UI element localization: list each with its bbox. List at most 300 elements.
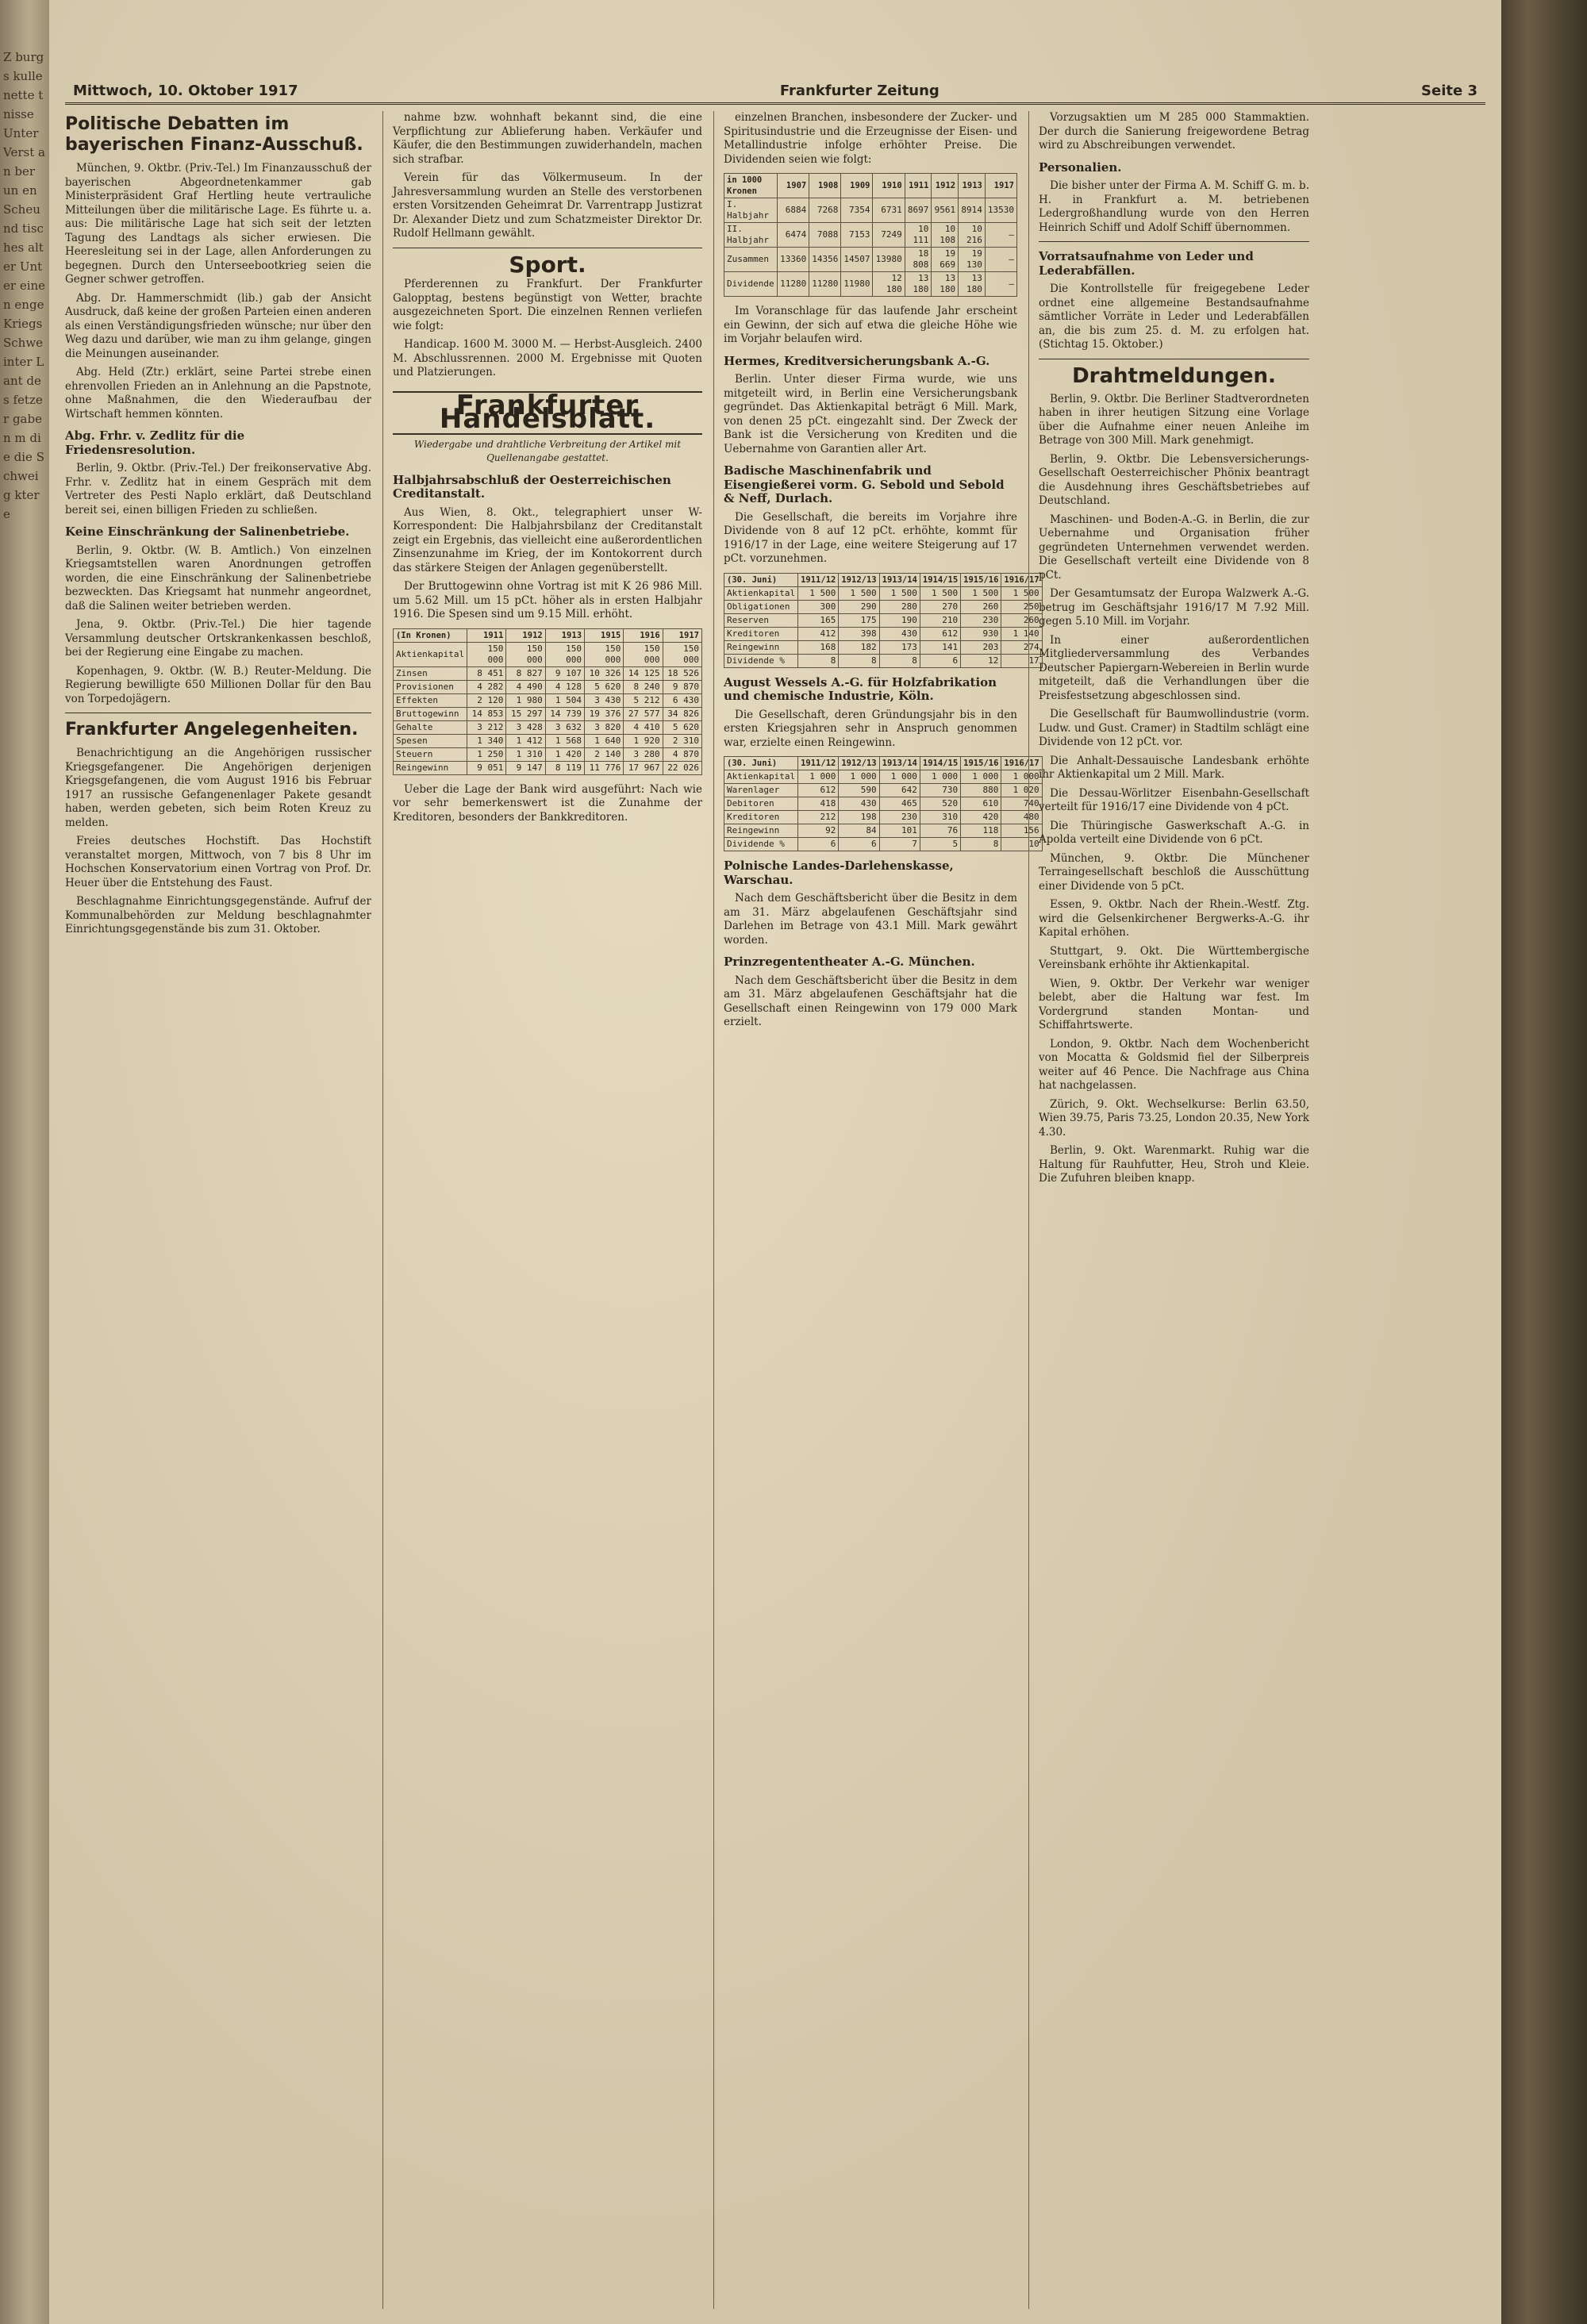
table-cell: 740 bbox=[1001, 797, 1042, 811]
financial-table-creditanstalt bbox=[393, 628, 702, 775]
table-cell: 1 000 bbox=[920, 770, 960, 784]
table-cell: 1 000 bbox=[839, 770, 879, 784]
table-cell: 11 776 bbox=[585, 761, 624, 774]
table-cell: Aktienkapital bbox=[394, 642, 467, 666]
table-row bbox=[724, 272, 1017, 297]
table-row bbox=[394, 693, 702, 707]
table-cell: 1 412 bbox=[506, 734, 545, 747]
table-cell: 3 820 bbox=[585, 720, 624, 734]
table-cell: 150 000 bbox=[545, 642, 584, 666]
table-cell: Aktienkapital bbox=[724, 770, 798, 784]
table-cell: 7249 bbox=[873, 223, 905, 248]
subheading-creditanstalt: Halbjahrsabschluß der Oesterreichischen Creditanstalt. bbox=[393, 472, 671, 501]
table-cell: 4 870 bbox=[663, 747, 701, 761]
table-cell: 13 180 bbox=[932, 272, 959, 297]
table-header-cell: 1912 bbox=[506, 628, 545, 642]
table-cell: 290 bbox=[839, 600, 879, 613]
table-cell: 198 bbox=[839, 811, 879, 824]
paragraph: Verein für das Völkermuseum. In der Jahresversammlung wurden an Stelle des verstorbenen ersten Vorsitzenden Geheimrat Dr. Varrentrapp Justizrat Dr. Alexander Dietz und zum Schatzmeister Direktor Dr. Rudolf Hellmann gewählt. bbox=[393, 171, 702, 240]
table-cell: 6 bbox=[798, 838, 839, 851]
table-cell: Dividende % bbox=[724, 838, 798, 851]
table-cell: 590 bbox=[839, 784, 879, 797]
table-cell: 274 bbox=[1001, 640, 1042, 654]
table-cell: I. Halbjahr bbox=[724, 198, 778, 223]
table-cell: 1 000 bbox=[798, 770, 839, 784]
table-cell: 8697 bbox=[905, 198, 932, 223]
table-cell: 13530 bbox=[985, 198, 1016, 223]
table-row bbox=[724, 248, 1017, 272]
table-row bbox=[394, 680, 702, 693]
table-row bbox=[724, 784, 1043, 797]
table-cell: 520 bbox=[920, 797, 960, 811]
table-header-cell: 1914/15 bbox=[920, 573, 960, 586]
table-cell: 1 500 bbox=[920, 586, 960, 600]
financial-table-wessels bbox=[724, 756, 1043, 851]
table-row bbox=[724, 586, 1043, 600]
table-cell: 101 bbox=[879, 824, 920, 838]
table-cell: 141 bbox=[920, 640, 960, 654]
table-cell: Effekten bbox=[394, 693, 467, 707]
table-cell: 8 bbox=[798, 654, 839, 667]
header-masthead: Frankfurter Zeitung bbox=[779, 83, 940, 99]
subheading-badische-maschinenfabrik: Badische Maschinenfabrik und Eisengießerei vorm. G. Sebold und Sebold & Neff, Durlach. bbox=[724, 463, 1005, 505]
table-header-cell: 1916/17 bbox=[1001, 573, 1042, 586]
table-cell: 8 451 bbox=[467, 666, 506, 680]
paragraph: Beschlagnahme Einrichtungsgegenstände. Aufruf der Kommunalbehörden zur Meldung beschlagnahmter Einrichtungsgegenstände bis zum 31. Oktober. bbox=[65, 895, 371, 935]
page-header bbox=[65, 76, 1485, 105]
table-cell: 14 125 bbox=[624, 666, 663, 680]
table-row bbox=[394, 761, 702, 774]
table-cell: 15 297 bbox=[506, 707, 545, 720]
paragraph: Handicap. 1600 M. 3000 M. — Herbst-Ausgleich. 2400 M. Abschlussrennen. 2000 M. Ergebnisse mit Quoten und Platzierungen. bbox=[393, 338, 702, 378]
table-cell: 880 bbox=[961, 784, 1001, 797]
table-cell: 6 bbox=[839, 838, 879, 851]
paragraph: Nach dem Geschäftsbericht über die Besitz in dem am 31. März abgelaufenen Geschäftsjahr hat die Gesellschaft einen Reingewinn von 179 000 Mark erzielt. bbox=[724, 974, 1017, 1028]
table-cell: 5 bbox=[920, 838, 960, 851]
table-cell: 10 111 bbox=[905, 223, 932, 248]
financial-table-dividends bbox=[724, 173, 1017, 297]
table-cell: 2 120 bbox=[467, 693, 506, 707]
headline-frankfurter-angelegenheiten: Frankfurter Angelegenheiten. bbox=[65, 720, 359, 739]
table-cell: 1 980 bbox=[506, 693, 545, 707]
table-header-cell: 1915/16 bbox=[961, 573, 1001, 586]
table-cell: Kreditoren bbox=[724, 627, 798, 640]
table-cell: 14356 bbox=[809, 248, 841, 272]
table-cell: 10 bbox=[1001, 838, 1042, 851]
paragraph: Berlin, 9. Oktbr. (W. B. Amtlich.) Von einzelnen Kriegsamtstellen waren Anordnungen getroffen worden, die eine Einschränkung der Salinenbetriebe bezweckten. Das Kriegsamt hat nunmehr angeordnet, daß die Salinen weiter betrieben werden. bbox=[65, 544, 371, 613]
section-title-sport: Sport. bbox=[509, 251, 586, 278]
table-header-cell: 1913 bbox=[545, 628, 584, 642]
table-cell: Reingewinn bbox=[394, 761, 467, 774]
table-cell: — bbox=[985, 248, 1016, 272]
banner-subtitle: Wiedergabe und drahtliche Verbreitung der Artikel mit Quellenangabe gestattet. bbox=[413, 438, 682, 463]
table-cell: 398 bbox=[839, 627, 879, 640]
table-cell: Debitoren bbox=[724, 797, 798, 811]
table-row bbox=[724, 811, 1043, 824]
paragraph: Der Bruttogewinn ohne Vortrag ist mit K 26 986 Mill. um 5.62 Mill. um 15 pCt. höher als in ersten Halbjahr 1916. Die Spesen sind um 9.15 Mill. erhöht. bbox=[393, 580, 702, 620]
table-cell: 5 620 bbox=[585, 680, 624, 693]
table-cell: 11980 bbox=[841, 272, 873, 297]
table-cell: 250 bbox=[1001, 600, 1042, 613]
table-header-cell: 1912/13 bbox=[839, 573, 879, 586]
table-row bbox=[724, 640, 1043, 654]
table-cell: 10 108 bbox=[932, 223, 959, 248]
table-cell: — bbox=[985, 223, 1016, 248]
table-cell: 118 bbox=[961, 824, 1001, 838]
table-header-cell: 1912 bbox=[932, 174, 959, 198]
table-cell: 5 620 bbox=[663, 720, 701, 734]
table-row bbox=[724, 824, 1043, 838]
table-header-cell: 1916 bbox=[624, 628, 663, 642]
table-row bbox=[724, 654, 1043, 667]
table-cell: 10 326 bbox=[585, 666, 624, 680]
header-date: Mittwoch, 10. Oktober 1917 bbox=[73, 83, 298, 99]
table-cell: 1 500 bbox=[1001, 586, 1042, 600]
table-cell: 1 310 bbox=[506, 747, 545, 761]
table-cell: 6 430 bbox=[663, 693, 701, 707]
paragraph: Pferderennen zu Frankfurt. Der Frankfurter Galopptag, bestens begünstigt von Wetter, brachte ausgezeichneten Sport. Die einzelnen Rennen verliefen wie folgt: bbox=[393, 278, 702, 332]
table-cell: 1 020 bbox=[1001, 784, 1042, 797]
table-cell: Bruttogewinn bbox=[394, 707, 467, 720]
table-cell: 150 000 bbox=[624, 642, 663, 666]
table-cell: 168 bbox=[798, 640, 839, 654]
paragraph: Ueber die Lage der Bank wird ausgeführt: Nach wie vor sehr bemerkenswert ist die Zunahme der Kreditoren, besonders der Bankkreditoren. bbox=[393, 782, 702, 824]
table-cell: 610 bbox=[961, 797, 1001, 811]
divider bbox=[1039, 241, 1309, 242]
subheading-vorratsaufnahme: Vorratsaufnahme von Leder und Lederabfällen. bbox=[1039, 249, 1254, 278]
table-cell: 418 bbox=[798, 797, 839, 811]
binding-fragments: Z burgs kulle nette tnisse Unter Verst an ber un en Scheu nd tisches alter Unter einen enge Kriegs Schwe inter Lant des fetzer gaben m die die Schweig ktere bbox=[3, 50, 48, 521]
table-cell: Gehalte bbox=[394, 720, 467, 734]
paragraph: Jena, 9. Oktbr. (Priv.-Tel.) Die hier tagende Versammlung deutscher Ortskrankenkassen beschloß, bei der Regierung eine Eingabe zu machen. bbox=[65, 618, 371, 659]
table-cell: 5 212 bbox=[624, 693, 663, 707]
subheading-zedlitz: Abg. Frhr. v. Zedlitz für die Friedensresolution. bbox=[65, 428, 245, 457]
paragraph: Vorzugsaktien um M 285 000 Stammaktien. Der durch die Sanierung freigewordene Betrag wird zu Abschreibungen verwendet. bbox=[1039, 111, 1309, 152]
table-cell: 210 bbox=[920, 613, 960, 627]
table-cell: 3 212 bbox=[467, 720, 506, 734]
table-cell: 1 250 bbox=[467, 747, 506, 761]
table-cell: — bbox=[985, 272, 1016, 297]
table-header-cell: 1913/14 bbox=[879, 573, 920, 586]
table-cell: Obligationen bbox=[724, 600, 798, 613]
table-header-cell: 1914/15 bbox=[920, 757, 960, 770]
paragraph: Essen, 9. Oktbr. Nach der Rhein.-Westf. Ztg. wird die Gelsenkirchener Bergwerks-A.-G. ihr Kapital erhöhen. bbox=[1039, 898, 1309, 939]
table-header-cell: 1911/12 bbox=[798, 757, 839, 770]
table-row bbox=[724, 600, 1043, 613]
paragraph: Kopenhagen, 9. Oktbr. (W. B.) Reuter-Meldung. Die Regierung bewilligte 650 Millionen Dollar für den Bau von Torpedojägern. bbox=[65, 664, 371, 705]
table-cell: 1 500 bbox=[879, 586, 920, 600]
table-cell: 1 568 bbox=[545, 734, 584, 747]
table-cell: 1 000 bbox=[961, 770, 1001, 784]
paragraph: Die bisher unter der Firma A. M. Schiff G. m. b. H. in Frankfurt a. M. betriebenen Ledergroßhandlung wurde von den Herren Heinrich Schiff und Adolf Schiff übernommen. bbox=[1039, 179, 1309, 234]
table-header-cell: 1909 bbox=[841, 174, 873, 198]
headline-finanzausschuss: Politische Debatten im bayerischen Finanz-Ausschuß. bbox=[65, 114, 363, 155]
table-cell: Zusammen bbox=[724, 248, 778, 272]
headline-drahtmeldungen: Drahtmeldungen. bbox=[1072, 363, 1276, 388]
table-cell: 12 180 bbox=[873, 272, 905, 297]
table-header-cell: 1913/14 bbox=[879, 757, 920, 770]
table-cell: 175 bbox=[839, 613, 879, 627]
table-cell: 14 739 bbox=[545, 707, 584, 720]
table-cell: 412 bbox=[798, 627, 839, 640]
table-cell: 8 240 bbox=[624, 680, 663, 693]
table-cell: 18 526 bbox=[663, 666, 701, 680]
subheading-personalien: Personalien. bbox=[1039, 159, 1122, 175]
table-cell: 1 340 bbox=[467, 734, 506, 747]
table-cell: 1 640 bbox=[585, 734, 624, 747]
table-cell: 14 853 bbox=[467, 707, 506, 720]
paragraph: Berlin, 9. Oktbr. Die Berliner Stadtverordneten haben in ihrer heutigen Sitzung eine Vorlage über die Aufnahme einer neuen Anleihe im Betrage von 300 Mill. Mark genehmigt. bbox=[1039, 392, 1309, 447]
table-cell: Aktienkapital bbox=[724, 586, 798, 600]
table-cell: 612 bbox=[798, 784, 839, 797]
table-cell: 4 282 bbox=[467, 680, 506, 693]
table-cell: 182 bbox=[839, 640, 879, 654]
table-cell: 6884 bbox=[778, 198, 809, 223]
table-cell: 17 967 bbox=[624, 761, 663, 774]
paragraph: Die Gesellschaft, deren Gründungsjahr bis in den ersten Kriegsjahren sehr in Anspruch genommen war, erzielte einen Reingewinn. bbox=[724, 708, 1017, 749]
table-header-cell: in 1000 Kronen bbox=[724, 174, 778, 198]
table-cell: 430 bbox=[879, 627, 920, 640]
table-cell: 730 bbox=[920, 784, 960, 797]
table-cell: 1 000 bbox=[879, 770, 920, 784]
paragraph: Benachrichtigung an die Angehörigen russischer Kriegsgefangener. Die Angehörigen derjenigen Kriegsgefangenen, die vom August 1916 bis Februar 1917 an russische Gefangenenlager Pakete gesandt haben, werden gebeten, sich beim Roten Kreuz zu melden. bbox=[65, 747, 371, 829]
table-cell: 12 bbox=[961, 654, 1001, 667]
table-cell: 4 410 bbox=[624, 720, 663, 734]
table-header-cell: 1907 bbox=[778, 174, 809, 198]
table-cell: 1 140 bbox=[1001, 627, 1042, 640]
table-row bbox=[724, 797, 1043, 811]
paragraph: Die Anhalt-Dessauische Landesbank erhöhte ihr Aktienkapital um 2 Mill. Mark. bbox=[1039, 754, 1309, 781]
table-cell: 18 808 bbox=[905, 248, 932, 272]
table-cell: 230 bbox=[961, 613, 1001, 627]
table-cell: 260 bbox=[1001, 613, 1042, 627]
table-cell: 300 bbox=[798, 600, 839, 613]
table-cell: 6 bbox=[920, 654, 960, 667]
table-cell: 1 500 bbox=[839, 586, 879, 600]
paragraph: Berlin, 9. Oktbr. Die Lebensversicherungs-Gesellschaft Oesterreichischer Phönix beantragt die Ausdehnung ihres Geschäftsbetriebes auf Deutschland. bbox=[1039, 452, 1309, 507]
table-cell: Kreditoren bbox=[724, 811, 798, 824]
table-cell: 642 bbox=[879, 784, 920, 797]
table-header-cell: 1912/13 bbox=[839, 757, 879, 770]
table-header-cell: 1917 bbox=[663, 628, 701, 642]
table-cell: 7354 bbox=[841, 198, 873, 223]
paragraph: Die Dessau-Wörlitzer Eisenbahn-Gesellschaft verteilt für 1916/17 eine Dividende von 4 pCt. bbox=[1039, 786, 1309, 813]
table-cell: 11280 bbox=[778, 272, 809, 297]
table-cell: 480 bbox=[1001, 811, 1042, 824]
table-cell: 212 bbox=[798, 811, 839, 824]
paragraph: einzelnen Branchen, insbesondere der Zucker- und Spiritusindustrie und die Erzeugnisse der Eisen- und Metallindustrie infolge erhöhter Preise. Die Dividenden seien wie folgt: bbox=[724, 111, 1017, 166]
table-cell: 13360 bbox=[778, 248, 809, 272]
table-cell: 8 bbox=[879, 654, 920, 667]
table-cell: 150 000 bbox=[585, 642, 624, 666]
column-2 bbox=[382, 111, 712, 2309]
table-cell: 7268 bbox=[809, 198, 841, 223]
paragraph: Wien, 9. Oktbr. Der Verkehr war weniger belebt, aber die Haltung war fest. Im Vordergrund standen Montan- und Schiffahrtswerte. bbox=[1039, 977, 1309, 1031]
table-header-cell: (30. Juni) bbox=[724, 573, 798, 586]
table-cell: 13 180 bbox=[905, 272, 932, 297]
header-page-number: Seite 3 bbox=[1421, 83, 1477, 99]
paragraph: London, 9. Oktbr. Nach dem Wochenbericht von Mocatta & Goldsmid fiel der Silberpreis weiter auf 46 Pence. Die Nachfrage aus China hat nachgelassen. bbox=[1039, 1037, 1309, 1092]
table-cell: 17 bbox=[1001, 654, 1042, 667]
table-cell: 92 bbox=[798, 824, 839, 838]
table-cell: 612 bbox=[920, 627, 960, 640]
table-cell: II. Halbjahr bbox=[724, 223, 778, 248]
binding-strip bbox=[0, 0, 49, 2324]
table-cell: Spesen bbox=[394, 734, 467, 747]
table-cell: 8914 bbox=[959, 198, 986, 223]
paragraph: Berlin, 9. Oktbr. (Priv.-Tel.) Der freikonservative Abg. Frhr. v. Zedlitz hat in einem Gespräch mit dem Vertreter des Pesti Naplo erklärt, daß Deutschland bereit sei, einen billigen Frieden zu schließen. bbox=[65, 462, 371, 517]
paragraph: Zürich, 9. Okt. Wechselkurse: Berlin 63.50, Wien 39.75, Paris 73.25, London 20.35, New York 4.30. bbox=[1039, 1097, 1309, 1139]
table-cell: 465 bbox=[879, 797, 920, 811]
subheading-polnische-darlehenskasse: Polnische Landes-Darlehenskasse, Warschau. bbox=[724, 859, 954, 887]
table-cell: 19 669 bbox=[932, 248, 959, 272]
paragraph: Nach dem Geschäftsbericht über die Besitz in dem am 31. März abgelaufenen Geschäftsjahr sind Darlehen im Betrage von 43.1 Mill. Mark gewährt worden. bbox=[724, 892, 1017, 947]
paragraph: München, 9. Oktbr. (Priv.-Tel.) Im Finanzausschuß der bayerischen Abgeordnetenkammer gab Ministerpräsident Graf Hertling heute vertrauliche Mitteilungen über die militärische Lage. Es führte u. a. aus: Die militärische Lage hat sich seit der letzten Tagung des Landtags als sicher erwiesen. Die Heeresleitung sei in der Lage, allen Anforderungen zu begegnen. Durch den Unterseebootkrieg seien die Gegner schwer getroffen. bbox=[65, 162, 371, 286]
subheading-prinzregententheater: Prinzregententheater A.-G. München. bbox=[724, 955, 975, 969]
paragraph: Abg. Held (Ztr.) erklärt, seine Partei strebe einen ehrenvollen Frieden an in Anlehnung an die Papstnote, ohne Maßnahmen, die den Wiederaufbau der Wirtschaft hemmen könnten. bbox=[65, 366, 371, 421]
table-cell: 1 500 bbox=[798, 586, 839, 600]
table-row bbox=[724, 838, 1043, 851]
table-cell: 4 128 bbox=[545, 680, 584, 693]
paragraph: Die Kontrollstelle für freigegebene Leder ordnet eine allgemeine Bestandsaufnahme sämtlicher Vorräte in Leder und Lederabfällen an, die bis zum 25. d. M. zu erfolgen hat. (Stichtag 15. Oktober.) bbox=[1039, 282, 1309, 351]
table-cell: 9 870 bbox=[663, 680, 701, 693]
table-cell: 19 376 bbox=[585, 707, 624, 720]
table-cell: 14507 bbox=[841, 248, 873, 272]
paragraph: Abg. Dr. Hammerschmidt (lib.) gab der Ansicht Ausdruck, daß keine der großen Parteien einen anderen als einen Verständigungsfrieden wünsche; nur über den Weg dazu und darüber, wie man zu ihm gelange, gingen die Meinungen auseinander. bbox=[65, 291, 371, 360]
paragraph: In einer außerordentlichen Mitgliederversammlung des Verbandes Deutscher Papiergarn-Webereien in Berlin wurde mitgeteilt, daß die Verhandlungen über die Preisfestsetzung abgeschlossen sind. bbox=[1039, 633, 1309, 702]
column-1 bbox=[65, 111, 381, 2309]
table-cell: 230 bbox=[879, 811, 920, 824]
table-header-cell: 1911 bbox=[905, 174, 932, 198]
table-cell: Dividende bbox=[724, 272, 778, 297]
newspaper-page bbox=[49, 0, 1501, 2324]
table-cell: 1 504 bbox=[545, 693, 584, 707]
table-cell: 9 147 bbox=[506, 761, 545, 774]
table-header-cell: (In Kronen) bbox=[394, 628, 467, 642]
table-cell: 6731 bbox=[873, 198, 905, 223]
table-cell: Provisionen bbox=[394, 680, 467, 693]
table-cell: Dividende % bbox=[724, 654, 798, 667]
table-cell: 27 577 bbox=[624, 707, 663, 720]
table-cell: 84 bbox=[839, 824, 879, 838]
table-cell: 9 107 bbox=[545, 666, 584, 680]
paragraph: Stuttgart, 9. Okt. Die Württembergische Vereinsbank erhöhte ihr Aktienkapital. bbox=[1039, 944, 1309, 971]
column-4 bbox=[1028, 111, 1319, 2309]
paragraph: Freies deutsches Hochstift. Das Hochstift veranstaltet morgen, Mittwoch, von 7 bis 8 Uhr im Hochschen Konservatorium einen Vortrag von Prof. Dr. Heuer über die Entstehung des Faust. bbox=[65, 835, 371, 889]
paragraph: Im Voranschlage für das laufende Jahr erscheint ein Gewinn, der sich auf etwa die gleiche Höhe wie im Vorjahr belaufen wird. bbox=[724, 305, 1017, 345]
table-cell: 1 000 bbox=[1001, 770, 1042, 784]
table-header-cell: 1915 bbox=[585, 628, 624, 642]
table-row bbox=[724, 613, 1043, 627]
table-row bbox=[724, 770, 1043, 784]
subheading-wessels: August Wessels A.-G. für Holzfabrikation und chemische Industrie, Köln. bbox=[724, 674, 997, 703]
paragraph: Der Gesamtumsatz der Europa Walzwerk A.-G. betrug im Geschäftsjahr 1916/17 M 7.92 Mill. gegen 5.10 Mill. im Vorjahr. bbox=[1039, 587, 1309, 628]
table-header-cell: 1911 bbox=[467, 628, 506, 642]
table-cell: 3 428 bbox=[506, 720, 545, 734]
paragraph: Aus Wien, 8. Okt., telegraphiert unser W-Korrespondent: Die Halbjahrsbilanz der Creditanstalt zeigt ein Ergebnis, das vielleicht eine außerordentlichen Zinsenzunahme im Krieg, der im Kontokorrent durch das stärkere Steigen der Anlagen gegenüberstellt. bbox=[393, 505, 702, 574]
table-header-cell: 1915/16 bbox=[961, 757, 1001, 770]
table-header-cell: 1908 bbox=[809, 174, 841, 198]
table-header-cell: (30. Juni) bbox=[724, 757, 798, 770]
table-cell: 173 bbox=[879, 640, 920, 654]
table-cell: 150 000 bbox=[506, 642, 545, 666]
paragraph: Die Thüringische Gaswerkschaft A.-G. in Apolda verteilt eine Dividende von 6 pCt. bbox=[1039, 819, 1309, 846]
table-cell: Reserven bbox=[724, 613, 798, 627]
table-cell: 9 051 bbox=[467, 761, 506, 774]
table-cell: 430 bbox=[839, 797, 879, 811]
table-cell: 7088 bbox=[809, 223, 841, 248]
table-cell: 150 000 bbox=[467, 642, 506, 666]
paragraph: Die Gesellschaft für Baumwollindustrie (vorm. Ludw. und Gust. Cramer) in Stadtilm schlägt eine Dividende von 12 pCt. vor. bbox=[1039, 708, 1309, 748]
table-cell: 1 420 bbox=[545, 747, 584, 761]
table-cell: 3 430 bbox=[585, 693, 624, 707]
table-cell: Steuern bbox=[394, 747, 467, 761]
table-cell: 420 bbox=[961, 811, 1001, 824]
table-cell: 260 bbox=[961, 600, 1001, 613]
table-cell: Warenlager bbox=[724, 784, 798, 797]
table-header-cell: 1913 bbox=[959, 174, 986, 198]
table-cell: 8 bbox=[961, 838, 1001, 851]
table-cell: 2 310 bbox=[663, 734, 701, 747]
table-row bbox=[394, 666, 702, 680]
table-cell: 8 bbox=[839, 654, 879, 667]
table-cell: 10 216 bbox=[959, 223, 986, 248]
paragraph: Berlin, 9. Okt. Warenmarkt. Ruhig war die Haltung für Rauhfutter, Heu, Stroh und Kleie. Die Zufuhren bleiben knapp. bbox=[1039, 1144, 1309, 1185]
table-row bbox=[724, 223, 1017, 248]
paragraph: München, 9. Oktbr. Die Münchener Terraingesellschaft beschloß die Ausschüttung einer Dividende von 5 pCt. bbox=[1039, 851, 1309, 893]
table-cell: 6474 bbox=[778, 223, 809, 248]
table-cell: Zinsen bbox=[394, 666, 467, 680]
table-row bbox=[394, 707, 702, 720]
section-banner-handelsblatt: Frankfurter Handelsblatt. bbox=[393, 391, 702, 435]
table-row bbox=[394, 734, 702, 747]
table-cell: 270 bbox=[920, 600, 960, 613]
table-cell: 190 bbox=[879, 613, 920, 627]
column-3 bbox=[713, 111, 1039, 2309]
table-header-cell: 1911/12 bbox=[798, 573, 839, 586]
table-header-cell: 1917 bbox=[985, 174, 1016, 198]
table-cell: 11280 bbox=[809, 272, 841, 297]
table-cell: 22 026 bbox=[663, 761, 701, 774]
table-cell: 13980 bbox=[873, 248, 905, 272]
paragraph: nahme bzw. wohnhaft bekannt sind, die eine Verpflichtung zur Ablieferung haben. Verkäufer und Käufer, die den Bestimmungen zuwiderhandeln, machen sich strafbar. bbox=[393, 111, 702, 166]
table-row bbox=[724, 627, 1043, 640]
table-cell: 8 827 bbox=[506, 666, 545, 680]
paragraph: Die Gesellschaft, die bereits im Vorjahre ihre Dividende von 8 auf 12 pCt. erhöhte, kommt für 1916/17 in der Lage, eine weitere Steigerung auf 17 pCt. vorzunehmen. bbox=[724, 510, 1017, 565]
subheading-hermes: Hermes, Kreditversicherungsbank A.-G. bbox=[724, 353, 990, 368]
table-cell: 930 bbox=[961, 627, 1001, 640]
table-cell: 7 bbox=[879, 838, 920, 851]
table-cell: 8 119 bbox=[545, 761, 584, 774]
table-cell: 203 bbox=[961, 640, 1001, 654]
table-cell: 4 490 bbox=[506, 680, 545, 693]
table-cell: Reingewinn bbox=[724, 640, 798, 654]
columns bbox=[65, 111, 1485, 2309]
table-cell: 9561 bbox=[932, 198, 959, 223]
table-cell: 34 826 bbox=[663, 707, 701, 720]
table-cell: 3 280 bbox=[624, 747, 663, 761]
table-cell: 19 130 bbox=[959, 248, 986, 272]
table-cell: 2 140 bbox=[585, 747, 624, 761]
table-cell: 13 180 bbox=[959, 272, 986, 297]
table-row bbox=[724, 198, 1017, 223]
table-header-cell: 1916/17 bbox=[1001, 757, 1042, 770]
table-header-cell: 1910 bbox=[873, 174, 905, 198]
table-cell: 280 bbox=[879, 600, 920, 613]
table-cell: 150 000 bbox=[663, 642, 701, 666]
paragraph: Berlin. Unter dieser Firma wurde, wie uns mitgeteilt wird, in Berlin eine Versicherungsbank gegründet. Das Aktienkapital beträgt 6 Mill. Mark, von denen 25 pCt. eingezahlt sind. Der Zweck der Bank ist die Versicherung von Krediten und die Uebernahme von Garantien aller Art. bbox=[724, 373, 1017, 455]
table-cell: 156 bbox=[1001, 824, 1042, 838]
